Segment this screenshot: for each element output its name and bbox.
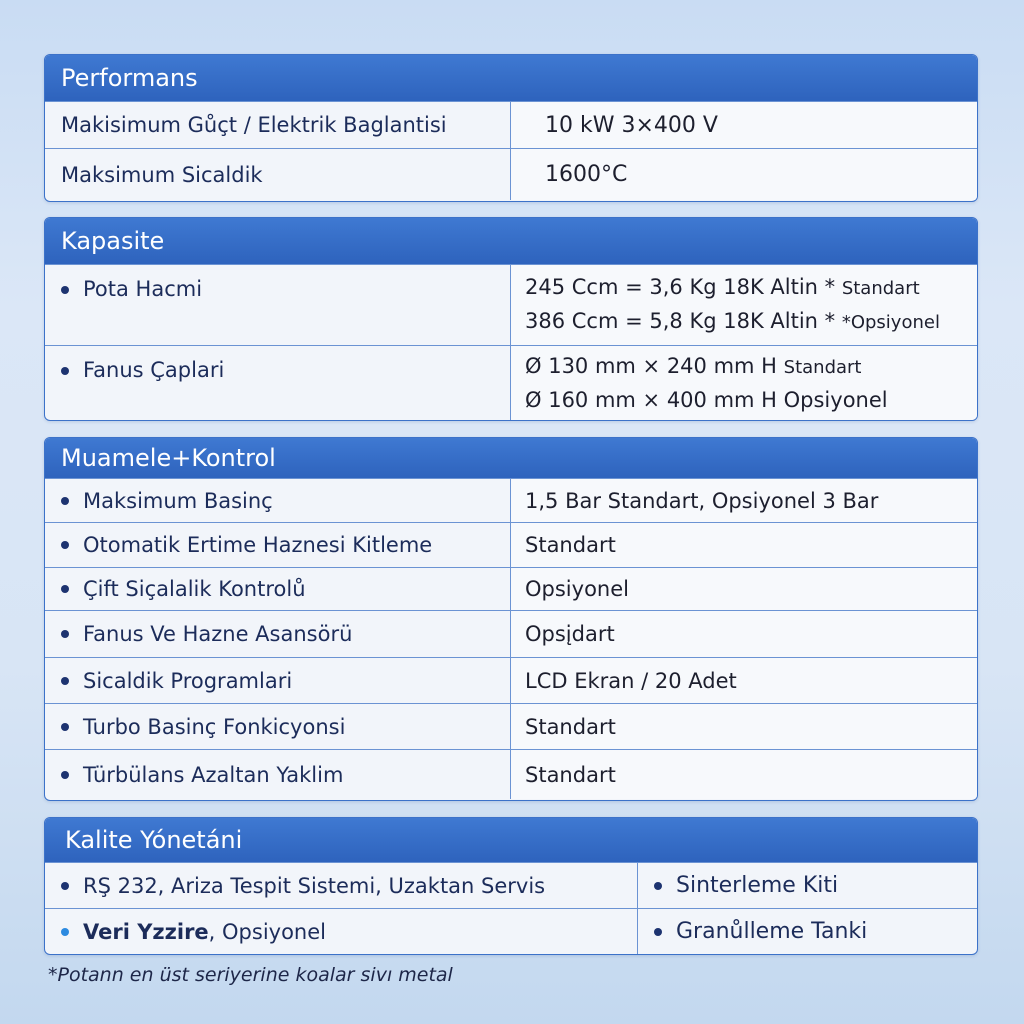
item-label: Granůlleme Tanki [676, 919, 868, 944]
row-label: Turbo Basinç Fonkicyonsi [83, 714, 346, 739]
bullet-icon [61, 928, 69, 936]
row-label-wrap [45, 479, 511, 522]
table-row [45, 657, 977, 703]
table-row [45, 345, 977, 420]
item-label: Sinterleme Kiti [676, 873, 839, 898]
table-row [45, 567, 977, 610]
bullet-icon [61, 771, 69, 779]
bullet-icon [61, 630, 69, 638]
row-label: Fanus Ve Hazne Asansörü [83, 622, 353, 646]
footnote: *Potann en üst seriyerine koalar sivı metal [48, 964, 453, 986]
bullet-icon [61, 286, 69, 294]
row-label-wrap [45, 611, 511, 657]
row-label-wrap [45, 704, 511, 749]
table-row [45, 862, 977, 908]
bullet-icon [654, 882, 662, 890]
row-label: Türbülans Azaltan Yaklim [83, 762, 344, 787]
item-label: , Opsiyonel [208, 919, 326, 944]
bullet-icon [61, 723, 69, 731]
section-performans [44, 54, 978, 202]
row-label-wrap [45, 523, 511, 567]
row-label: Çift Siçalalik Kontrolů [83, 577, 306, 601]
list-item [45, 863, 637, 908]
row-value: Standart [511, 704, 977, 749]
row-value: 1600°C [511, 149, 977, 200]
table-row [45, 478, 977, 522]
row-value: 1,5 Bar Standart, Opsiyonel 3 Bar [511, 479, 977, 522]
list-item [637, 863, 977, 908]
row-label: Maksimum Basinç [83, 488, 273, 513]
row-value: Standart [511, 523, 977, 567]
bullet-icon [61, 541, 69, 549]
item-label: RŞ 232, Ariza Tespit Sistemi, Uzaktan Servis [83, 873, 546, 898]
row-label-wrap [45, 265, 511, 345]
table-row [45, 522, 977, 567]
value-note: Standart [783, 357, 862, 378]
bullet-icon [61, 497, 69, 505]
row-label: Otomatik Ertime Haznesi Kitleme [83, 533, 433, 557]
row-label: Fanus Çaplari [83, 358, 225, 382]
value-line: 245 Ccm = 3,6 Kg 18K Altin * [525, 275, 836, 299]
row-label-wrap [45, 658, 511, 703]
row-label: Makisimum Gůçt / Elektrik Baglantisi [45, 102, 511, 148]
bullet-icon [654, 928, 662, 936]
row-value: Opsiyonel [511, 568, 977, 610]
section-kalite-yonetimi [44, 817, 978, 955]
row-value: Standart [511, 750, 977, 799]
value-line: 386 Ccm = 5,8 Kg 18K Altin * [525, 309, 836, 333]
section-title: Performans [45, 55, 977, 101]
table-row [45, 703, 977, 749]
row-value: Opsįdart [511, 611, 977, 657]
list-item [637, 909, 977, 954]
item-label-bold: Veri Yzzire [83, 919, 209, 944]
table-row [45, 148, 977, 200]
bullet-icon [61, 367, 69, 375]
section-title: Muamele+Kontrol [45, 438, 977, 478]
section-muamele-kontrol [44, 437, 978, 801]
table-row [45, 908, 977, 954]
value-line: Ø 130 mm × 240 mm H [525, 354, 777, 378]
table-row [45, 610, 977, 657]
value-note: *Opsiyonel [841, 312, 940, 333]
table-row [45, 264, 977, 345]
section-title: Kapasite [45, 218, 977, 264]
row-value: 10 kW 3×400 V [511, 102, 977, 148]
value-line: Ø 160 mm × 400 mm H Opsiyonel [525, 388, 888, 412]
row-label-wrap [45, 568, 511, 610]
row-label: Pota Hacmi [83, 277, 203, 301]
table-row [45, 101, 977, 148]
row-label-wrap [45, 750, 511, 799]
value-note: Standart [841, 278, 920, 299]
row-value [511, 346, 977, 420]
row-label-wrap [45, 346, 511, 420]
bullet-icon [61, 882, 69, 890]
section-title: Kalite Yónetáni [45, 818, 977, 862]
row-value [511, 265, 977, 345]
list-item [45, 909, 637, 954]
bullet-icon [61, 677, 69, 685]
row-value: LCD Ekran / 20 Adet [511, 658, 977, 703]
row-label: Maksimum Sicaldik [45, 149, 511, 200]
section-kapasite [44, 217, 978, 421]
row-label: Sicaldik Programlari [83, 668, 293, 693]
table-row [45, 749, 977, 799]
bullet-icon [61, 585, 69, 593]
